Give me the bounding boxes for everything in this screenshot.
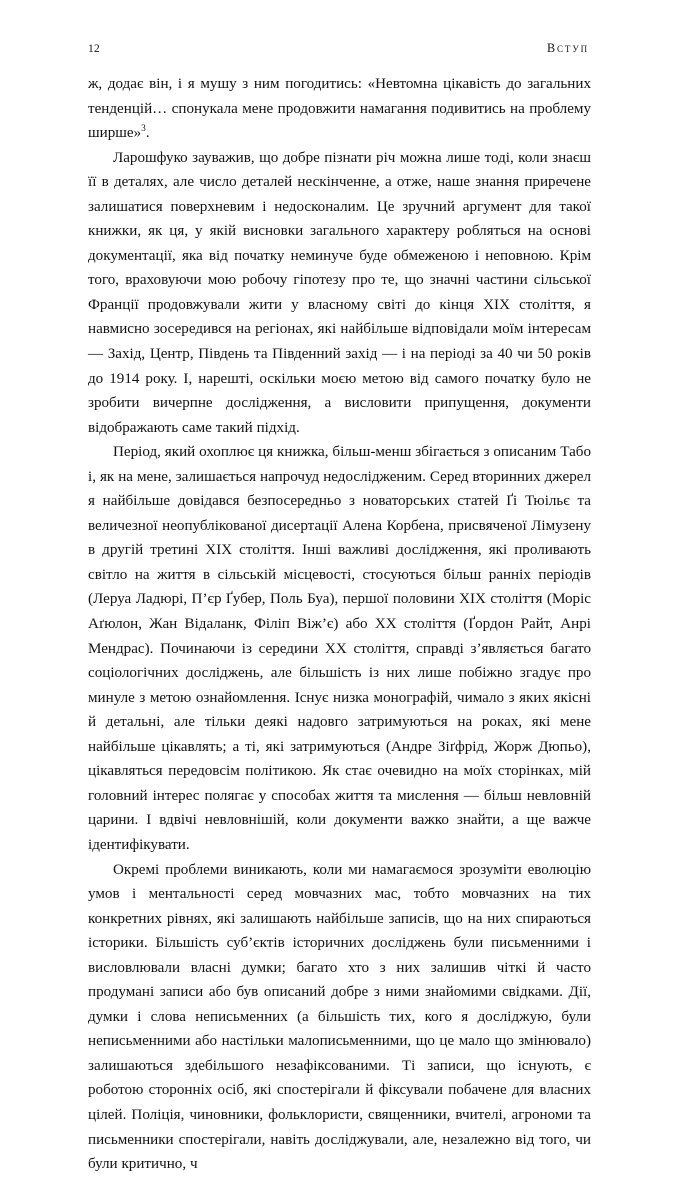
page-number: 12 <box>88 43 100 55</box>
paragraph-tail: . <box>145 125 150 142</box>
paragraph-larochefoucauld: Ларошфуко зауважив, що добре пізнати річ можна лише тоді, коли знаєш її в деталях, але число деталей нескінченне, а отже, наше знання приречене залишатися поверхневим і недосконалим. Це зручний аргумент для такої книжки, як ця, у якій висновки загального характеру робляться на основі документації, яка від початку неминуче буде обмеженою і неповною. Крім того, враховуючи мою робочу гіпотезу про те, що значні частини сільської Франції продовжували жити у власному світі до кінця XIX століття, я навмисно зосередився на регіонах, які найбільше відповідали моїм інтересам — Захід, Центр, Південь та Південний захід — і на періоді за 40 чи 50 років до 1914 року. І, нарешті, оскільки моєю метою від самого початку було не зробити вичерпне дослідження, а висловити припущення, документи відображають саме такий підхід. <box>88 149 591 436</box>
paragraph-silent-masses: Окремі проблеми виникають, коли ми намагаємося зрозуміти еволюцію умов і ментальності серед мовчазних мас, тобто мовчазних на тих конкретних рівнях, які залишають найбільше записів, що на них спираються історики. Більшість суб’єктів історичних досліджень були письменними і висловлювали власні думки; багато хто з них залишив чіткі й часто продумані записи або був описаний добре з ними знайомими свідками. Дії, думки і слова неписьменних (а більшість тих, кого я досліджую, були неписьменними або настільки малописьменними, що це мало що змінювало) залишаються здебільшого незафіксованими. Ті записи, що існують, є роботою сторонніх осіб, які спостерігали й фіксували побачене для власних цілей. Поліція, чиновники, фольклористи, священники, вчителі, агрономи та письменники спостерігали, навіть досліджували, але, незалежно від того, чи були критично, ч <box>88 861 591 1173</box>
text-block <box>88 72 591 1177</box>
paragraph-text: ж, додає він, і я мушу з ним погодитись: «Невтомна цікавість до загальних тенденцій… спонукала мене продовжити намагання подивитись на проблему ширше» <box>88 76 591 142</box>
paragraph-continued-quote <box>88 72 591 146</box>
paragraph-period-sources: Період, який охоплює ця книжка, більш-менш збігається з описаним Табо і, як на мене, залишається напрочуд недослідженим. Серед вторинних джерел я найбільше довідався безпосередньо з новаторських статей Ґі Тюільє та величезної неопублікованої дисертації Алена Корбена, присвяченої Лімузену в другій третині XIX століття. Інші важливі дослідження, які проливають світло на життя в сільській місцевості, стосуються більш ранніх періодів (Леруа Ладюрі, П’єр Ґубер, Поль Буа), першої половини XIX століття (Моріс Аґюлон, Жан Відаланк, Філіп Віж’є) або XX століття (Ґордон Райт, Анрі Мендрас). Починаючи із середини XX століття, справді з’являється багато соціологічних досліджень, але більшість із них лише побіжно згадує про минуле з метою ознайомлення. Існує низка монографій, чимало з яких якісні й детальні, але тільки деякі надовго затримуються на роках, які мене найбільше цікавлять; а ті, які затримуються (Андре Зіґфрід, Жорж Дюпьо), цікавляться передовсім політикою. Як стає очевидно на моїх сторінках, мій головний інтерес полягає у способах життя та мислення — більш невловній царини. І вдвічі невловнішій, коли документи важко знайти, а ще важче ідентифікувати. <box>88 444 591 853</box>
footnote-marker[interactable]: 3 <box>141 124 146 135</box>
running-title: вступ <box>546 41 589 55</box>
running-head <box>88 41 589 57</box>
